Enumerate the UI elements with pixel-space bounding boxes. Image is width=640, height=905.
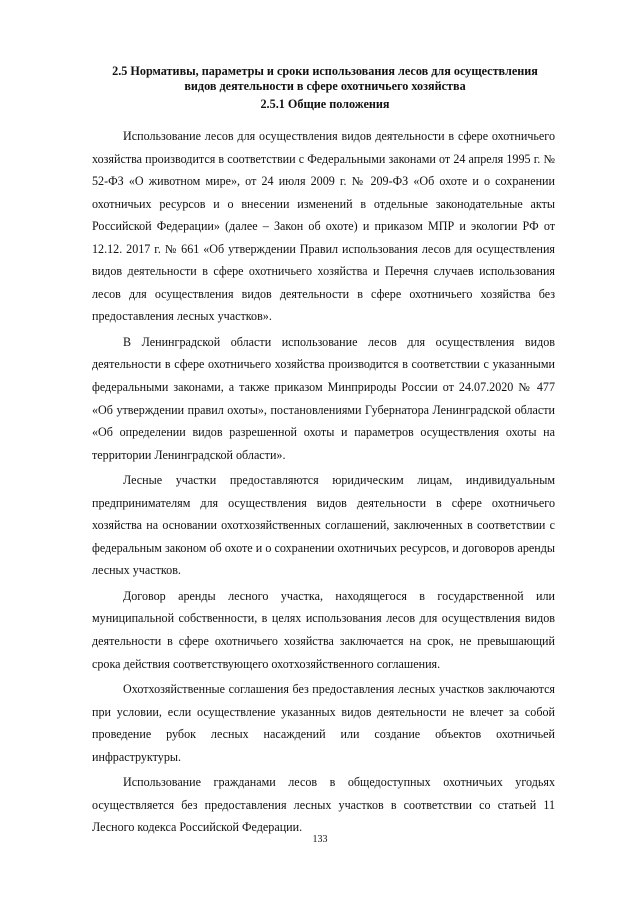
body-text bbox=[92, 125, 555, 842]
page-number: 133 bbox=[312, 834, 328, 845]
subsection-heading: 2.5.1 Общие положения bbox=[260, 97, 390, 111]
paragraph-public-hunting-grounds: Использование гражданами лесов в общедоступных охотничьих угодьях осуществляется без предоставления лесных участков в соответствии со статьей 11 Лесного кодекса Российской Федерации. bbox=[92, 775, 555, 835]
paragraph-forest-plots: Лесные участки предоставляются юридическим лицам, индивидуальным предпринимателям для осуществления видов деятельности в сфере охотничьего хозяйства на основании охотхозяйственных соглашений, заключенных в соответствии с федеральным законом об охоте и о сохранении охотничьих ресурсов, и договоров аренды лесных участков. bbox=[92, 473, 555, 578]
section-heading: 2.5 Нормативы, параметры и сроки использования лесов для осуществления видов деятельности в сфере охотничьего хозяйства bbox=[112, 64, 538, 93]
paragraph-lease-agreement: Договор аренды лесного участка, находящегося в государственной или муниципальной собственности, в целях использования лесов для осуществления видов деятельности в сфере охотничьего хозяйства заключается на срок, не превышающий срока действия соответствующего охотхозяйственного соглашения. bbox=[92, 588, 555, 671]
paragraph-hunting-agreements: Охотхозяйственные соглашения без предоставления лесных участков заключаются при условии, если осуществление указанных видов деятельности не влечет за собой проведение рубок лесных насаждений или создание объектов охотничьей инфраструктуры. bbox=[92, 682, 555, 764]
paragraph-legal-basis: Использование лесов для осуществления видов деятельности в сфере охотничьего хозяйства производится в соответствии с Федеральными законами от 24 апреля 1995 г. № 52-ФЗ «О животном мире», от 24 июля 2009 г. № 209-ФЗ «Об охоте и о сохранении охотничьих ресурсов и о внесении изменений в отдельные законодательные акты Российской Федерации» (далее – Закон об охоте) и приказом МПР и экологии РФ от 12.12. 2017 г. № 661 «Об утверждении Правил использования лесов для осуществления видов деятельности в сфере охотничьего хозяйства и Перечня случаев использования лесов для осуществления видов деятельности в сфере охотничьего хозяйства без предоставления лесных участков». bbox=[92, 129, 555, 324]
paragraph-leningrad-region: В Ленинградской области использование лесов для осуществления видов деятельности в сфере охотничьего хозяйства производится в соответствии с указанными федеральными законами, а также приказом Минприроды России от 24.07.2020 № 477 «Об утверждении правил охоты», постановлениями Губернатора Ленинградской области «Об определении видов разрешенной охоты и параметров осуществления охоты на территории Ленинградской области». bbox=[92, 334, 555, 462]
